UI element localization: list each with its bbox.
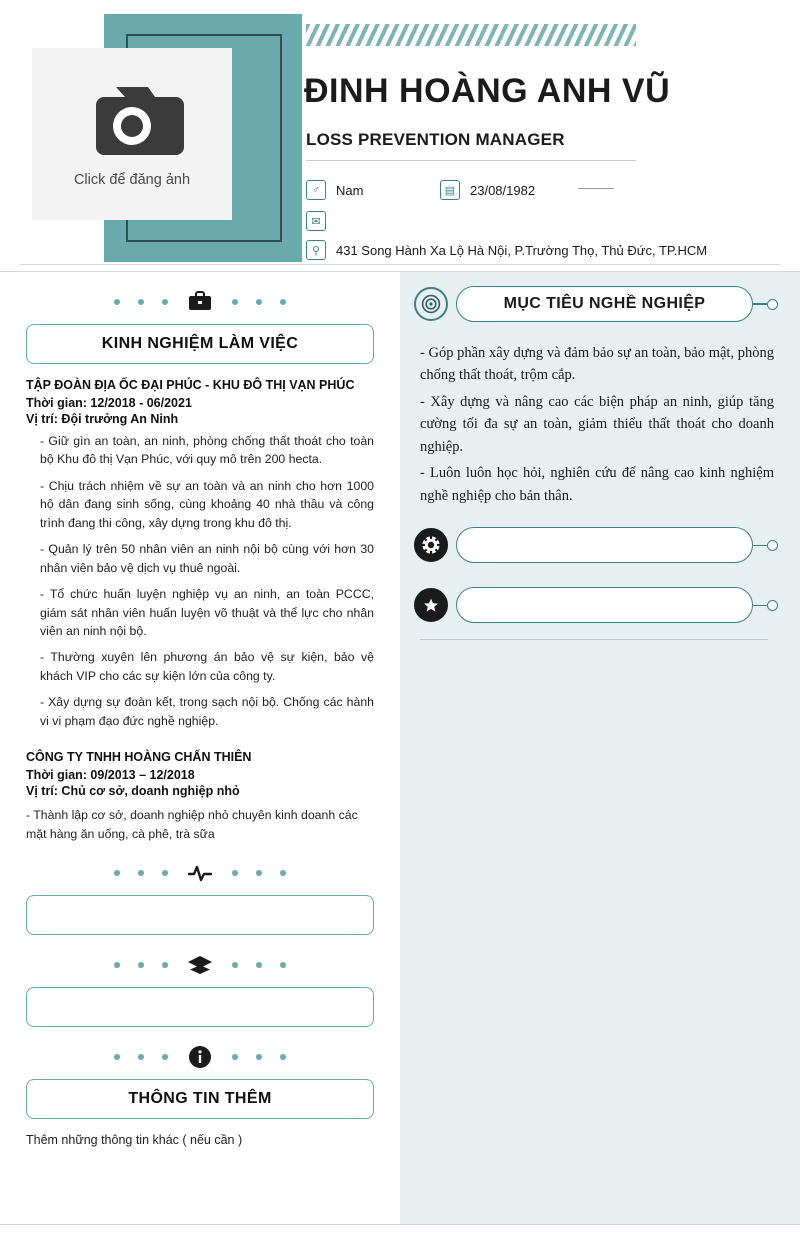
gear-icon xyxy=(414,528,448,562)
section-title-right-3[interactable] xyxy=(456,587,753,623)
photo-zone xyxy=(18,8,288,264)
photo-upload-box[interactable] xyxy=(32,48,232,220)
dot-decoration xyxy=(232,962,238,968)
job-bullet: - Thành lập cơ sở, doanh nghiệp nhỏ chuyên kinh doanh các mặt hàng ăn uống, cà phê, trà sữa xyxy=(26,808,358,841)
info-row-address[interactable] xyxy=(306,240,707,260)
location-icon: ⚲ xyxy=(306,240,326,260)
job-entry xyxy=(26,378,374,730)
address-value: 431 Song Hành Xa Lộ Hà Nội, P.Trường Thọ, Thủ Đức, TP.HCM xyxy=(336,242,708,258)
target-icon xyxy=(414,287,448,321)
dot-decoration xyxy=(114,870,120,876)
connector-decoration xyxy=(753,600,778,611)
section-header-right-2 xyxy=(414,527,778,563)
layers-icon xyxy=(186,951,214,979)
job-bullet: - Giữ gìn an toàn, an ninh, phòng chống thất thoát cho toàn bộ Khu đô thị Vạn Phúc, với quy mô trên 200 hecta. xyxy=(40,434,374,467)
title-divider xyxy=(306,160,636,161)
connector-decoration xyxy=(753,540,778,551)
objective-paragraph: - Luôn luôn học hỏi, nghiên cứu để nâng cao kinh nghiệm nghề nghiệp cho bản thân. xyxy=(420,465,774,504)
dot-decoration xyxy=(114,299,120,305)
gender-value: Nam xyxy=(336,182,364,198)
gender-icon: ♂ xyxy=(306,180,326,200)
job-company: TẬP ĐOÀN ĐỊA ỐC ĐẠI PHÚC - KHU ĐÔ THỊ VẠN PHÚC xyxy=(26,378,355,392)
section-header-right-3 xyxy=(414,587,778,623)
job-company: CÔNG TY TNHH HOÀNG CHẤN THIÊN xyxy=(26,750,252,765)
dot-decoration xyxy=(114,962,120,968)
dot-decoration xyxy=(232,299,238,305)
job-bullet: - Chịu trách nhiệm về sự an toàn và an ninh cho hơn 1000 hộ dân đang sinh sống, cùng khoảng 40 nhà thầu và công trình đang thi công, xây dựng trong khu đô thị. xyxy=(40,478,374,530)
section-title-certificates[interactable] xyxy=(26,987,374,1027)
info-row-phone[interactable] xyxy=(578,188,614,189)
section-title-right-2[interactable] xyxy=(456,527,753,563)
job-time: Thời gian: 12/2018 - 06/2021 xyxy=(26,396,192,410)
info-icon xyxy=(186,1043,214,1071)
info-row-birthday[interactable] xyxy=(440,180,535,200)
briefcase-icon xyxy=(186,288,214,316)
objective-paragraph: - Góp phần xây dựng và đảm bảo sự an toàn, bảo mật, phòng chống thất thoát, trộm cắp. xyxy=(420,345,774,384)
section-header-skills xyxy=(26,851,374,895)
objective-paragraph: - Xây dựng và nâng cao các biện pháp an ninh, giúp tăng cường tối đa sự an toàn, giảm thiểu thất thoát cho doanh nghiệp. xyxy=(420,393,774,455)
dot-decoration xyxy=(256,1054,262,1060)
right-column xyxy=(400,272,800,1234)
star-icon xyxy=(414,588,448,622)
dot-decoration xyxy=(138,962,144,968)
section-title-objective[interactable]: MỤC TIÊU NGHỀ NGHIỆP xyxy=(456,286,753,322)
objective-body xyxy=(414,336,778,507)
activity-icon xyxy=(186,859,214,887)
candidate-job-title: LOSS PREVENTION MANAGER xyxy=(306,130,565,149)
dot-decoration xyxy=(232,870,238,876)
dot-decoration xyxy=(280,870,286,876)
hatch-decoration xyxy=(306,24,636,46)
job-bullets xyxy=(26,432,374,730)
candidate-name: ĐINH HOÀNG ANH VŨ xyxy=(304,72,671,110)
dot-decoration xyxy=(138,1054,144,1060)
job-position: Vị trí: Đội trưởng An Ninh xyxy=(26,412,179,426)
connector-decoration xyxy=(753,299,778,310)
dot-decoration xyxy=(162,962,168,968)
left-column xyxy=(0,272,400,1234)
dot-decoration xyxy=(280,1054,286,1060)
dot-decoration xyxy=(114,1054,120,1060)
dot-decoration xyxy=(280,299,286,305)
job-bullet: - Quản lý trên 50 nhân viên an ninh nội bộ cùng với hơn 30 nhân viên bảo vệ dịch vụ thuê ngoài. xyxy=(40,542,374,575)
email-icon: ✉ xyxy=(306,211,326,231)
job-position: Vị trí: Chủ cơ sở, doanh nghiệp nhỏ xyxy=(26,784,240,799)
dot-decoration xyxy=(232,1054,238,1060)
section-header-certificates xyxy=(26,943,374,987)
dot-decoration xyxy=(256,870,262,876)
job-time: Thời gian: 09/2013 – 12/2018 xyxy=(26,768,195,783)
resume-body xyxy=(0,272,800,1234)
phone-placeholder-line xyxy=(578,188,614,189)
calendar-icon: ▤ xyxy=(440,180,460,200)
photo-placeholder-label: Click để đăng ảnh xyxy=(73,171,191,188)
dot-decoration xyxy=(162,870,168,876)
dot-decoration xyxy=(256,299,262,305)
section-header-experience xyxy=(26,280,374,324)
resume-header xyxy=(0,0,800,272)
job-bullet: - Thường xuyên lên phương án bảo vệ sự kiện, bảo vệ khách VIP cho các sự kiện lớn của công ty. xyxy=(40,650,374,683)
section-header-objective xyxy=(414,286,778,322)
job-entry xyxy=(26,750,374,843)
section-title-experience[interactable]: KINH NGHIỆM LÀM VIỆC xyxy=(26,324,374,364)
info-row-gender[interactable] xyxy=(306,180,363,200)
dot-decoration xyxy=(162,299,168,305)
dot-decoration xyxy=(280,962,286,968)
dot-decoration xyxy=(256,962,262,968)
dot-decoration xyxy=(138,870,144,876)
info-row-email[interactable] xyxy=(306,211,336,231)
birthday-value: 23/08/1982 xyxy=(470,182,536,198)
dot-decoration xyxy=(138,299,144,305)
section-title-skills[interactable] xyxy=(26,895,374,935)
page-footer xyxy=(0,1224,800,1234)
additional-info-note: Thêm những thông tin khác ( nếu cần ) xyxy=(26,1133,243,1147)
right-divider xyxy=(420,639,768,640)
section-title-additional[interactable]: THÔNG TIN THÊM xyxy=(26,1079,374,1119)
dot-decoration xyxy=(162,1054,168,1060)
header-divider xyxy=(20,264,780,265)
job-bullet: - Xây dựng sự đoàn kết, trong sạch nội bộ. Chống các hành vi vi phạm đạo đức nghề nghiệp. xyxy=(40,695,374,728)
job-bullet: - Tổ chức huấn luyện nghiệp vụ an ninh, an toàn PCCC, giám sát nhân viên huấn luyện võ thuật và thể lực cho nhân viên an ninh nội bộ. xyxy=(40,587,374,638)
section-header-additional xyxy=(26,1035,374,1079)
camera-icon xyxy=(80,81,184,162)
